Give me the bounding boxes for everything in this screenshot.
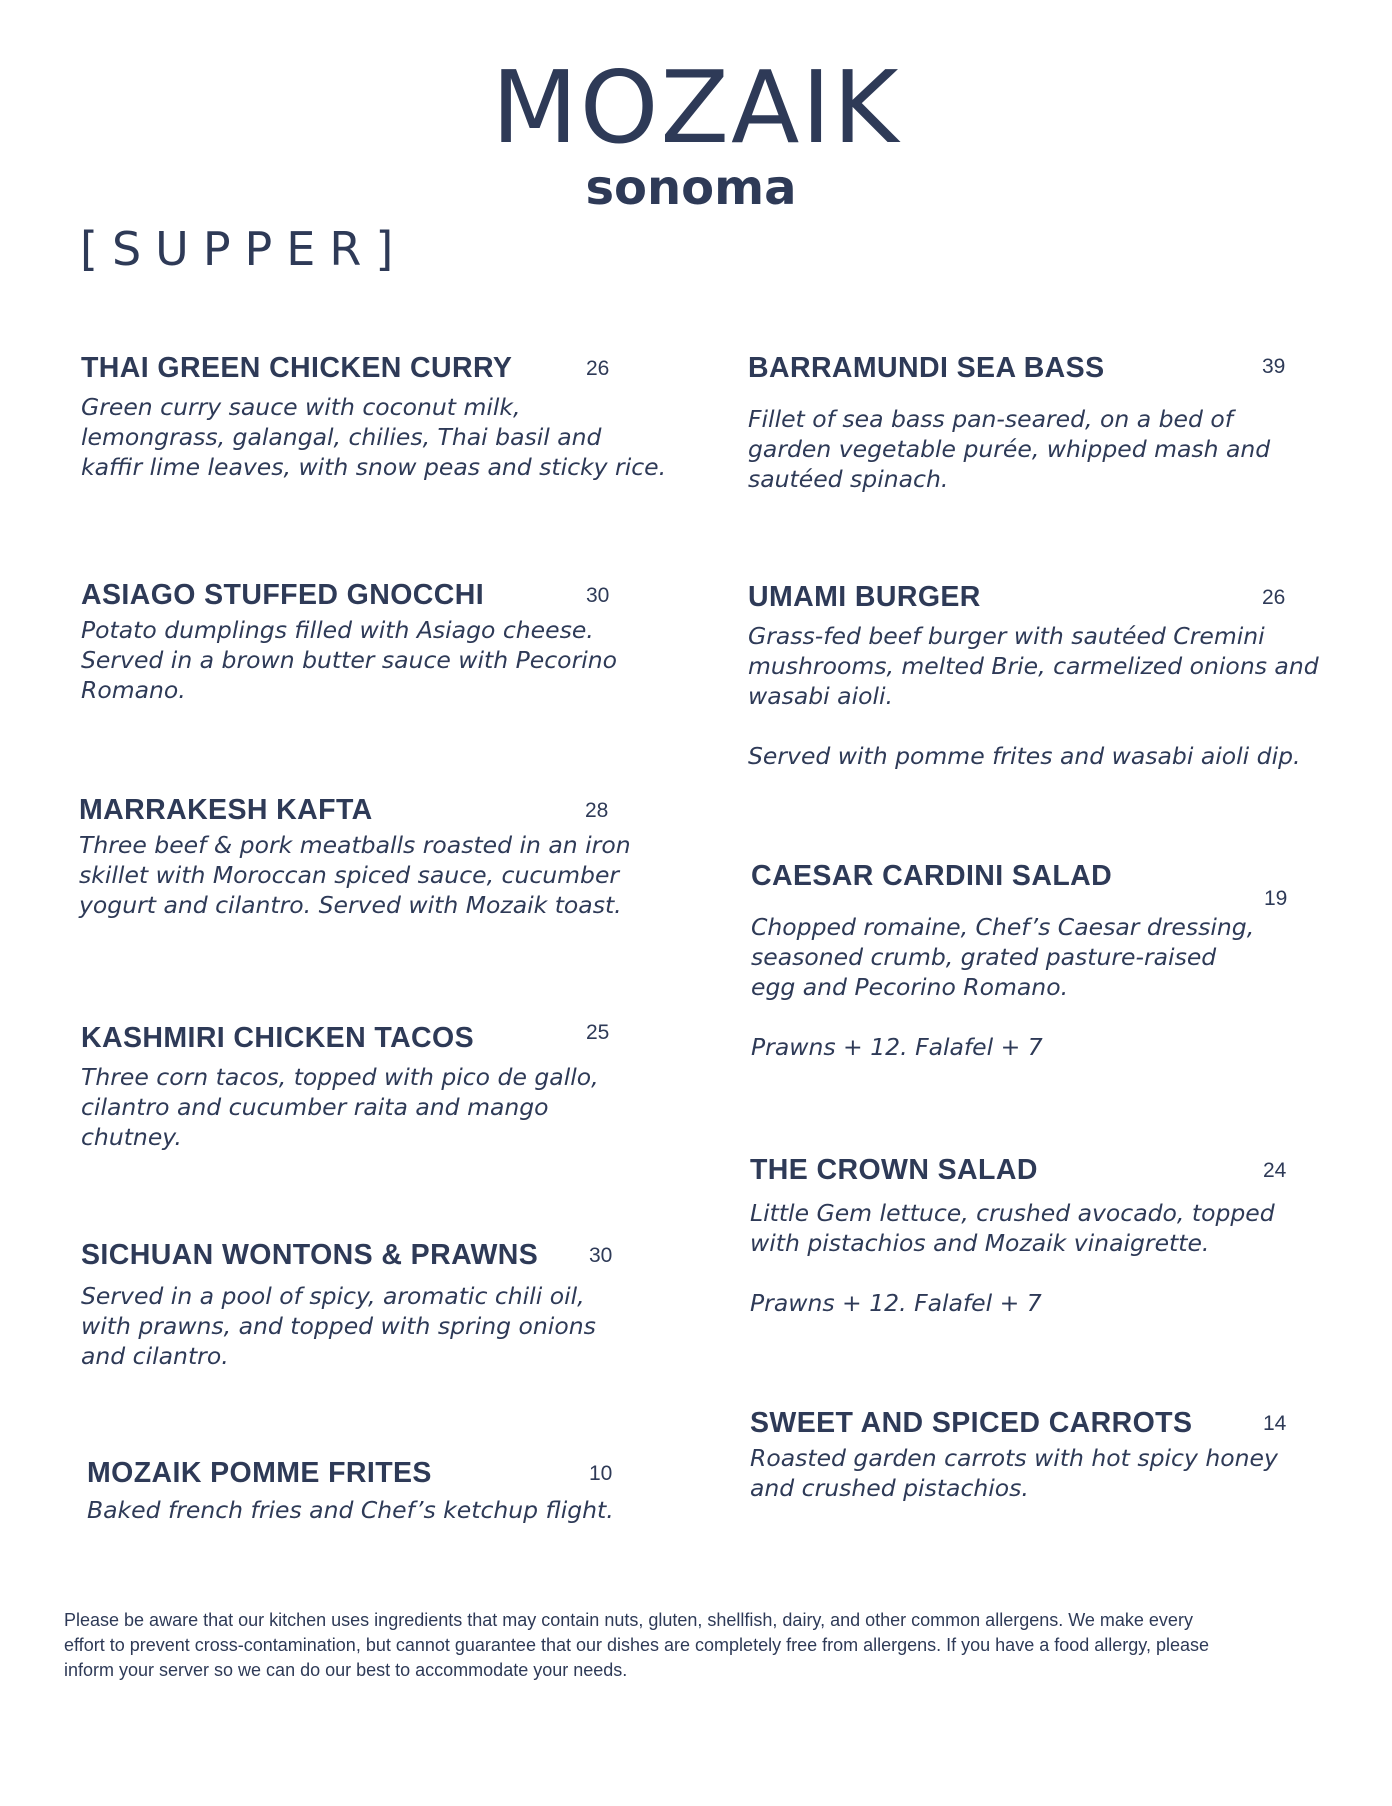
item-description: Fillet of sea bass pan-seared, on a bed of garden vegetable purée, whipped mash and sautéed spinach. [748, 405, 1271, 493]
item-price: 28 [585, 799, 609, 822]
item-price: 26 [586, 357, 610, 380]
item-description: Baked french fries and Chef’s ketchup flight. [87, 1496, 614, 1524]
item-price: 30 [586, 584, 610, 607]
item-name: THAI GREEN CHICKEN CURRY [81, 352, 513, 384]
item-addons: Prawns + 12. Falafel + 7 [750, 1289, 1042, 1317]
item-price: 26 [1262, 586, 1286, 609]
item-name: MARRAKESH KAFTA [79, 794, 373, 826]
item-price: 10 [589, 1462, 613, 1485]
item-name: ASIAGO STUFFED GNOCCHI [81, 579, 485, 611]
item-description: Green curry sauce with coconut milk, lemongrass, galangal, chilies, Thai basil and kaffir lime leaves, with snow peas and sticky rice. [81, 393, 667, 481]
item-name: UMAMI BURGER [748, 581, 981, 613]
item-description: Little Gem lettuce, crushed avocado, topped with pistachios and Mozaik vinaigrette. [750, 1199, 1275, 1257]
item-price: 14 [1263, 1412, 1287, 1435]
brand-location: sonoma [585, 160, 797, 216]
item-description: Grass-fed beef burger with sautéed Cremini mushrooms, melted Brie, carmelized onions and wasabi aioli. [748, 622, 1319, 710]
item-name: SWEET AND SPICED CARROTS [750, 1407, 1193, 1439]
item-name: KASHMIRI CHICKEN TACOS [81, 1022, 475, 1054]
item-description: Roasted garden carrots with hot spicy honey and crushed pistachios. [750, 1444, 1278, 1502]
item-name: MOZAIK POMME FRITES [87, 1457, 432, 1489]
item-price: 19 [1264, 887, 1288, 910]
item-description: Served in a pool of spicy, aromatic chili oil, with prawns, and topped with spring onions and cilantro. [81, 1282, 596, 1370]
section-title: [SUPPER] [80, 222, 408, 276]
item-price: 30 [589, 1244, 613, 1267]
item-name: THE CROWN SALAD [750, 1154, 1038, 1186]
item-description: Three corn tacos, topped with pico de gallo, cilantro and cucumber raita and mango chutney. [81, 1063, 599, 1151]
item-price: 24 [1263, 1159, 1287, 1182]
item-price: 39 [1262, 355, 1286, 378]
item-name: BARRAMUNDI SEA BASS [748, 352, 1105, 384]
item-description: Chopped romaine, Chef’s Caesar dressing, seasoned crumb, grated pasture-raised egg and Pecorino Romano. [751, 913, 1255, 1001]
item-price: 25 [586, 1021, 610, 1044]
item-description: Potato dumplings filled with Asiago cheese. Served in a brown butter sauce with Pecorino Romano. [81, 616, 618, 704]
brand-logo: MOZAIK [491, 49, 901, 166]
item-name: SICHUAN WONTONS & PRAWNS [81, 1239, 539, 1271]
item-name: CAESAR CARDINI SALAD [751, 860, 1113, 892]
allergen-notice: Please be aware that our kitchen uses ingredients that may contain nuts, gluten, shellfish, dairy, and other common allergens. We make every effort to prevent cross-contamination, but cannot guarantee that our dishes are completely free from allergens. If you have a food allergy, please inform your server so we can do our best to accommodate your needs. [64, 1610, 1209, 1680]
item-addons: Prawns + 12. Falafel + 7 [751, 1033, 1043, 1061]
item-note: Served with pomme frites and wasabi aioli dip. [748, 742, 1301, 770]
item-description: Three beef & pork meatballs roasted in an iron skillet with Moroccan spiced sauce, cucumber yogurt and cilantro. Served with Mozaik toast. [79, 831, 631, 919]
